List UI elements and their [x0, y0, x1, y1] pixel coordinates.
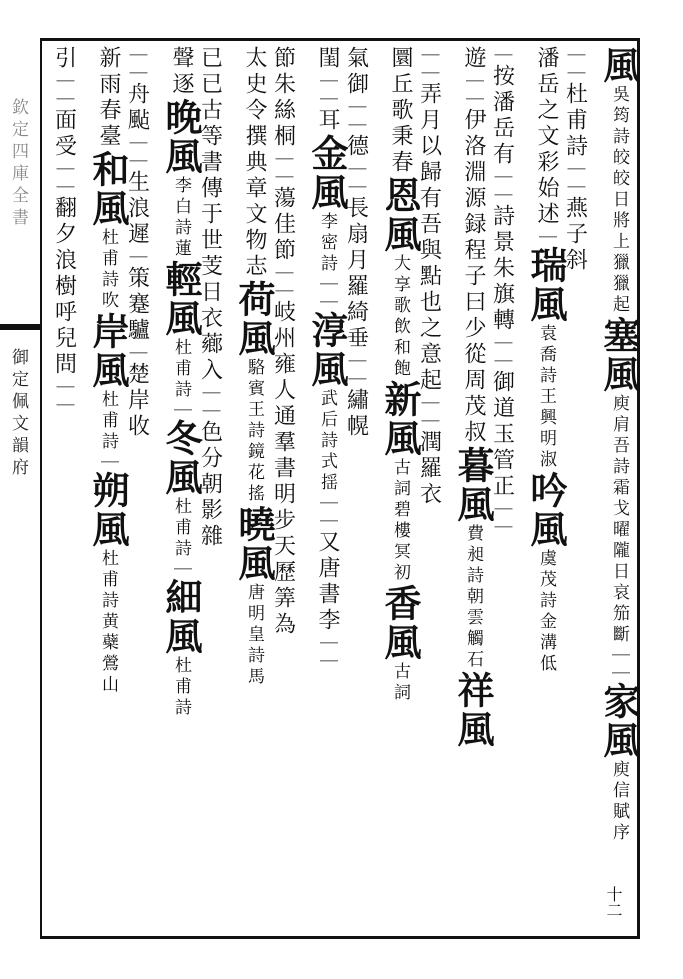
frame-left-rule: [40, 38, 42, 939]
body-text: 舟颭: [124, 82, 150, 134]
text-column: [378, 46, 422, 932]
body-text: 楚岸收: [124, 362, 150, 440]
repeat-mark: ｜｜: [53, 160, 75, 196]
citation-note: 虞茂詩金溝低: [536, 549, 556, 675]
repeat-mark: ｜｜: [418, 46, 440, 82]
margin-book-title: 欽定四庫全書: [8, 98, 28, 230]
text-column: [272, 46, 294, 932]
repeat-mark: ｜: [126, 344, 148, 362]
body-text: 德: [343, 134, 369, 160]
body-text: 景朱旗轉: [489, 230, 515, 334]
repeat-mark: ｜｜: [272, 150, 294, 186]
body-text: 按潘岳有: [489, 64, 515, 168]
repeat-mark: ｜｜: [317, 634, 338, 670]
entry-heading: 細風: [159, 578, 203, 656]
text-column: [232, 46, 276, 932]
repeat-mark: ｜｜: [418, 394, 440, 430]
frame-right-rule: [637, 38, 640, 939]
repeat-mark: ｜｜: [53, 72, 75, 108]
body-text: 長扇: [343, 196, 369, 248]
entry-heading: 和風: [86, 150, 130, 228]
page-number: 十二: [604, 886, 623, 918]
citation-note: 袁喬詩王興明淑: [536, 324, 556, 471]
body-text: 弄月以歸有吾與點也之意: [416, 82, 442, 368]
body-text: 潤羅衣: [416, 430, 442, 508]
citation-note: 李白詩蓮: [171, 176, 191, 260]
repeat-mark: ｜: [171, 401, 192, 419]
citation-note: 大享歌飲和飽: [390, 254, 410, 380]
citation-note: 費昶詩朝雲觸石: [463, 524, 483, 671]
repeat-mark: ｜｜: [317, 72, 338, 108]
body-text: 芰日衣薌入: [197, 254, 223, 384]
entry-heading: 曉風: [232, 505, 276, 583]
repeat-mark: ｜｜: [126, 134, 148, 170]
body-text: 伊洛淵源録程子曰少從周茂叔: [461, 108, 486, 446]
body-text: 又唐書李: [315, 530, 340, 634]
repeat-mark: ｜: [126, 248, 148, 266]
text-column: [159, 46, 203, 932]
body-text: 起: [416, 368, 442, 394]
repeat-mark: ｜: [536, 228, 557, 246]
entry-heading: 新風: [378, 380, 422, 458]
entry-heading: 瑞風: [524, 246, 568, 324]
entry-heading: 淳風: [305, 311, 349, 389]
frame-bottom-rule: [40, 936, 640, 939]
text-column: [53, 46, 75, 932]
repeat-mark: ｜｜: [272, 264, 294, 300]
citation-note: 杜甫詩: [171, 338, 191, 401]
entry-heading: 晚風: [159, 98, 203, 176]
body-text: 氣御: [343, 46, 369, 98]
citation-note: 庾信賦序: [609, 760, 629, 844]
body-text: 生浪遲: [124, 170, 150, 248]
citation-note: 武后詩式揺: [317, 389, 337, 494]
repeat-mark: ｜｜: [491, 500, 513, 536]
body-text: 節朱絲桐: [270, 46, 296, 150]
citation-note: 古詞: [390, 662, 410, 704]
body-text: 蕩佳節: [270, 186, 296, 264]
repeat-mark: ｜｜: [199, 384, 221, 420]
citation-note: 唐明皇詩馬: [244, 583, 264, 688]
text-column: [597, 46, 641, 932]
citation-note: 杜甫詩: [171, 656, 191, 719]
body-text: 策蹇驢: [124, 266, 150, 344]
entry-heading: 塞風: [597, 316, 641, 394]
entry-heading: 輕風: [159, 260, 203, 338]
citation-note: 杜甫詩黄蘗鶯山: [98, 549, 118, 696]
text-column: [305, 46, 349, 932]
body-text: 御道玉管正: [489, 370, 515, 500]
body-text: 詩: [489, 204, 515, 230]
body-text: 杜甫詩: [562, 82, 588, 160]
body-text: 繡幌: [343, 388, 369, 440]
fold-mark: [0, 324, 40, 330]
citation-note: 古詞碧樓冥初: [390, 458, 410, 584]
citation-note: 吳筠詩皎皎日將上獵獵起: [609, 85, 629, 316]
repeat-mark: ｜｜: [491, 334, 513, 370]
body-text: 聲逐: [169, 46, 194, 98]
entry-heading: 荷風: [232, 280, 276, 358]
text-column: [524, 46, 568, 932]
repeat-mark: ｜｜: [345, 352, 367, 388]
repeat-mark: ｜｜: [345, 98, 367, 134]
body-text: 燕子斜: [562, 196, 588, 274]
body-text: 已已古等書傳于世: [197, 46, 223, 254]
repeat-mark: ｜｜: [317, 275, 338, 311]
body-text: 新雨春臺: [96, 46, 121, 150]
repeat-mark: ｜｜: [53, 378, 75, 414]
body-text: 翻夕浪: [51, 196, 77, 274]
body-text: 潘岳之文彩始述: [534, 46, 559, 228]
citation-note: 杜甫詩: [171, 497, 191, 560]
entry-heading: 冬風: [159, 419, 203, 497]
frame-top-rule: [40, 38, 640, 41]
citation-note: 李密詩: [317, 212, 337, 275]
text-column: [451, 46, 495, 932]
entry-heading: 岸風: [86, 312, 130, 390]
repeat-mark: ｜｜: [345, 160, 367, 196]
citation-note: 庾肩吾詩霜戈曜隴日哀笳斷: [609, 394, 629, 646]
body-text: 月羅綺垂: [343, 248, 369, 352]
entry-heading: 金風: [305, 134, 349, 212]
body-text: 引: [51, 46, 77, 72]
repeat-mark: ｜｜: [317, 494, 338, 530]
repeat-mark: ｜｜: [609, 646, 630, 682]
repeat-mark: ｜｜: [564, 46, 586, 82]
repeat-mark: ｜｜: [564, 160, 586, 196]
entry-heading: 風: [597, 46, 641, 85]
entry-heading: 恩風: [378, 176, 422, 254]
repeat-mark: ｜｜: [126, 46, 148, 82]
citation-note: 杜甫詩吹: [98, 228, 118, 312]
repeat-mark: ｜: [171, 560, 192, 578]
entry-heading: 家風: [597, 682, 641, 760]
body-text: 岐州雍人通羣書明步天歷筭為: [270, 300, 296, 638]
citation-note: 杜甫詩: [98, 390, 118, 453]
body-text: 圜丘歌秉春: [388, 46, 413, 176]
margin-strip: [0, 38, 40, 939]
repeat-mark: ｜: [98, 453, 119, 471]
entry-heading: 朔風: [86, 471, 130, 549]
repeat-mark: ｜: [491, 46, 513, 64]
body-text: 色分朝影雜: [197, 420, 223, 550]
entry-heading: 吟風: [524, 471, 568, 549]
entry-heading: 香風: [378, 584, 422, 662]
margin-volume-title: 御定佩文韻府: [8, 348, 28, 480]
repeat-mark: ｜｜: [491, 168, 513, 204]
body-text: 太史令撰典章文物志: [242, 46, 267, 280]
body-text: 遊: [461, 46, 486, 72]
repeat-mark: ｜｜: [463, 72, 484, 108]
body-text: 面受: [51, 108, 77, 160]
body-text: 耳: [315, 108, 340, 134]
body-text: 樹呼兒問: [51, 274, 77, 378]
body-text: 閨: [315, 46, 340, 72]
entry-heading: 祥風: [451, 671, 495, 749]
text-column: [86, 46, 130, 932]
citation-note: 駱賓王詩鏡花搖: [244, 358, 264, 505]
entry-heading: 暮風: [451, 446, 495, 524]
